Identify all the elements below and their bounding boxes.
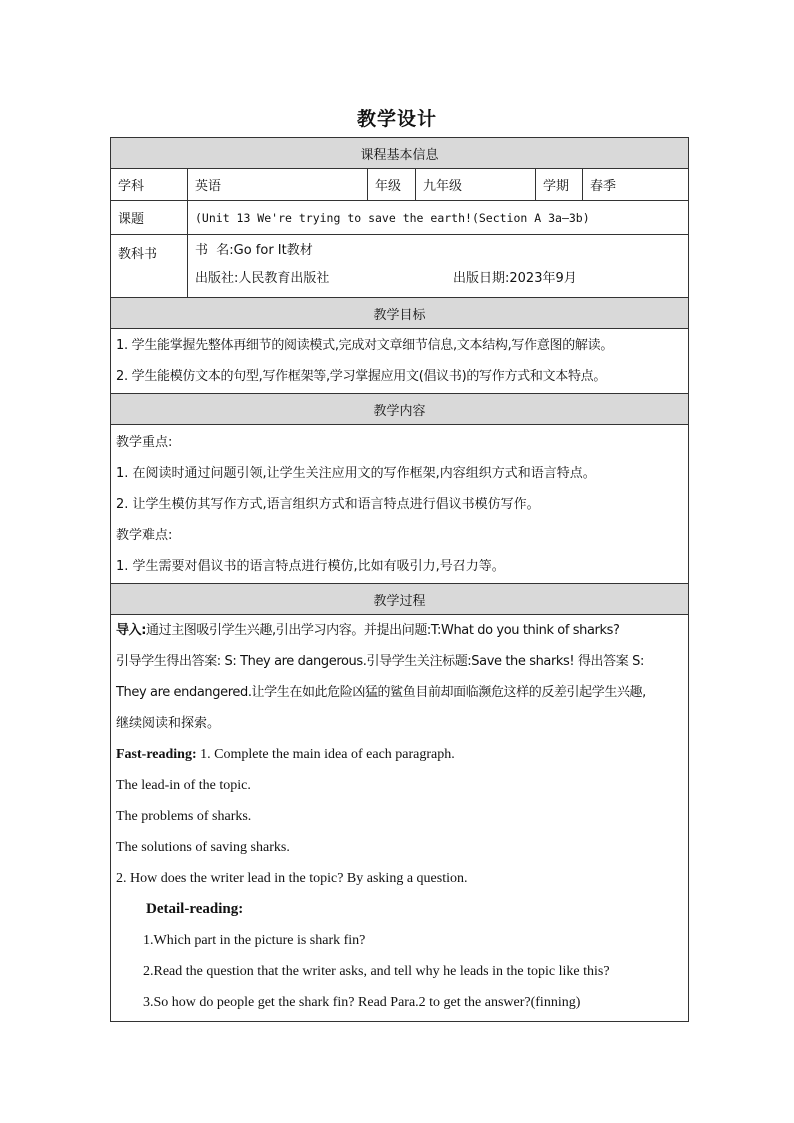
content-row (111, 425, 689, 584)
basic-info-header-row (111, 138, 689, 169)
textbook-info (188, 235, 689, 298)
fast-reading-line (116, 739, 683, 770)
textbook-row (111, 235, 689, 298)
fast-reading-item: The problems of sharks. (116, 809, 252, 824)
intro-line: 引导学生得出答案: S: They are dangerous.引导学生关注标题:Save the sharks! 得出答案 S: (116, 654, 644, 669)
intro-label: 导入: (116, 623, 146, 638)
grade-value: 九年级 (416, 169, 536, 201)
fast-reading-label: Fast-reading: (116, 747, 197, 762)
objectives-header-row (111, 298, 689, 329)
basic-info-header: 课程基本信息 (111, 138, 689, 169)
question-2: 2. How does the writer lead in the topic? By asking a question. (116, 871, 468, 886)
key-points-label: 教学重点: (116, 434, 173, 450)
objectives-row (111, 329, 689, 394)
intro-text: 通过主图吸引学生兴趣,引出学习内容。并提出问题:T:What do you think of sharks? (146, 623, 620, 638)
document-title: 教学设计 (356, 108, 437, 130)
publisher-line (188, 266, 688, 297)
fast-reading-item: The solutions of saving sharks. (116, 840, 290, 855)
difficulty-label: 教学难点: (116, 527, 173, 543)
term-label: 学期 (536, 169, 583, 201)
subject-label: 学科 (111, 169, 188, 201)
content-header: 教学内容 (111, 394, 689, 425)
objective-item: 1. 学生能掌握先整体再细节的阅读模式,完成对文章细节信息,文本结构,写作意图的解读。 (116, 338, 614, 353)
subject-value: 英语 (188, 169, 368, 201)
intro-line: 继续阅读和探索。 (116, 716, 221, 731)
detail-reading-item: 2.Read the question that the writer asks, and tell why he leads in the topic like this? (143, 964, 610, 979)
subject-row (111, 169, 689, 201)
fast-reading-task: 1. Complete the main idea of each paragraph. (196, 747, 455, 762)
process-header: 教学过程 (111, 584, 689, 615)
detail-reading-label: Detail-reading: (146, 901, 244, 917)
lesson-plan-table (110, 137, 689, 1022)
fast-reading-item: The lead-in of the topic. (116, 778, 251, 793)
key-point-item: 2. 让学生模仿其写作方式,语言组织方式和语言特点进行倡议书模仿写作。 (116, 496, 540, 512)
publication-date: 出版日期:2023年9月 (453, 271, 577, 286)
book-name: 书 名:Go for It教材 (195, 243, 313, 258)
topic-row (111, 201, 689, 235)
term-value: 春季 (583, 169, 689, 201)
detail-reading-item: 3.So how do people get the shark fin? Read Para.2 to get the answer?(finning) (143, 995, 581, 1010)
topic-label: 课题 (111, 201, 188, 235)
grade-label: 年级 (368, 169, 416, 201)
content-body (111, 425, 689, 584)
objectives-header: 教学目标 (111, 298, 689, 329)
detail-reading-item: 1.Which part in the picture is shark fin? (143, 933, 366, 948)
objectives-list (111, 329, 689, 394)
key-point-item: 1. 在阅读时通过问题引领,让学生关注应用文的写作框架,内容组织方式和语言特点。 (116, 465, 596, 481)
process-header-row (111, 584, 689, 615)
process-row (111, 615, 689, 1022)
process-body (111, 615, 689, 1022)
content-header-row (111, 394, 689, 425)
difficulty-item: 1. 学生需要对倡议书的语言特点进行模仿,比如有吸引力,号召力等。 (116, 558, 505, 574)
intro-line: They are endangered.让学生在如此危险凶猛的鲨鱼目前却面临濒危这样的反差引起学生兴趣, (116, 685, 646, 700)
publisher: 出版社:人民教育出版社 (195, 271, 330, 286)
objective-item: 2. 学生能模仿文本的句型,写作框架等,学习掌握应用文(倡议书)的写作方式和文本特点。 (116, 369, 607, 384)
textbook-label: 教科书 (111, 235, 188, 298)
intro-line (116, 615, 683, 646)
topic-value: (Unit 13 We're trying to save the earth!(Section A 3a—3b) (188, 201, 689, 235)
